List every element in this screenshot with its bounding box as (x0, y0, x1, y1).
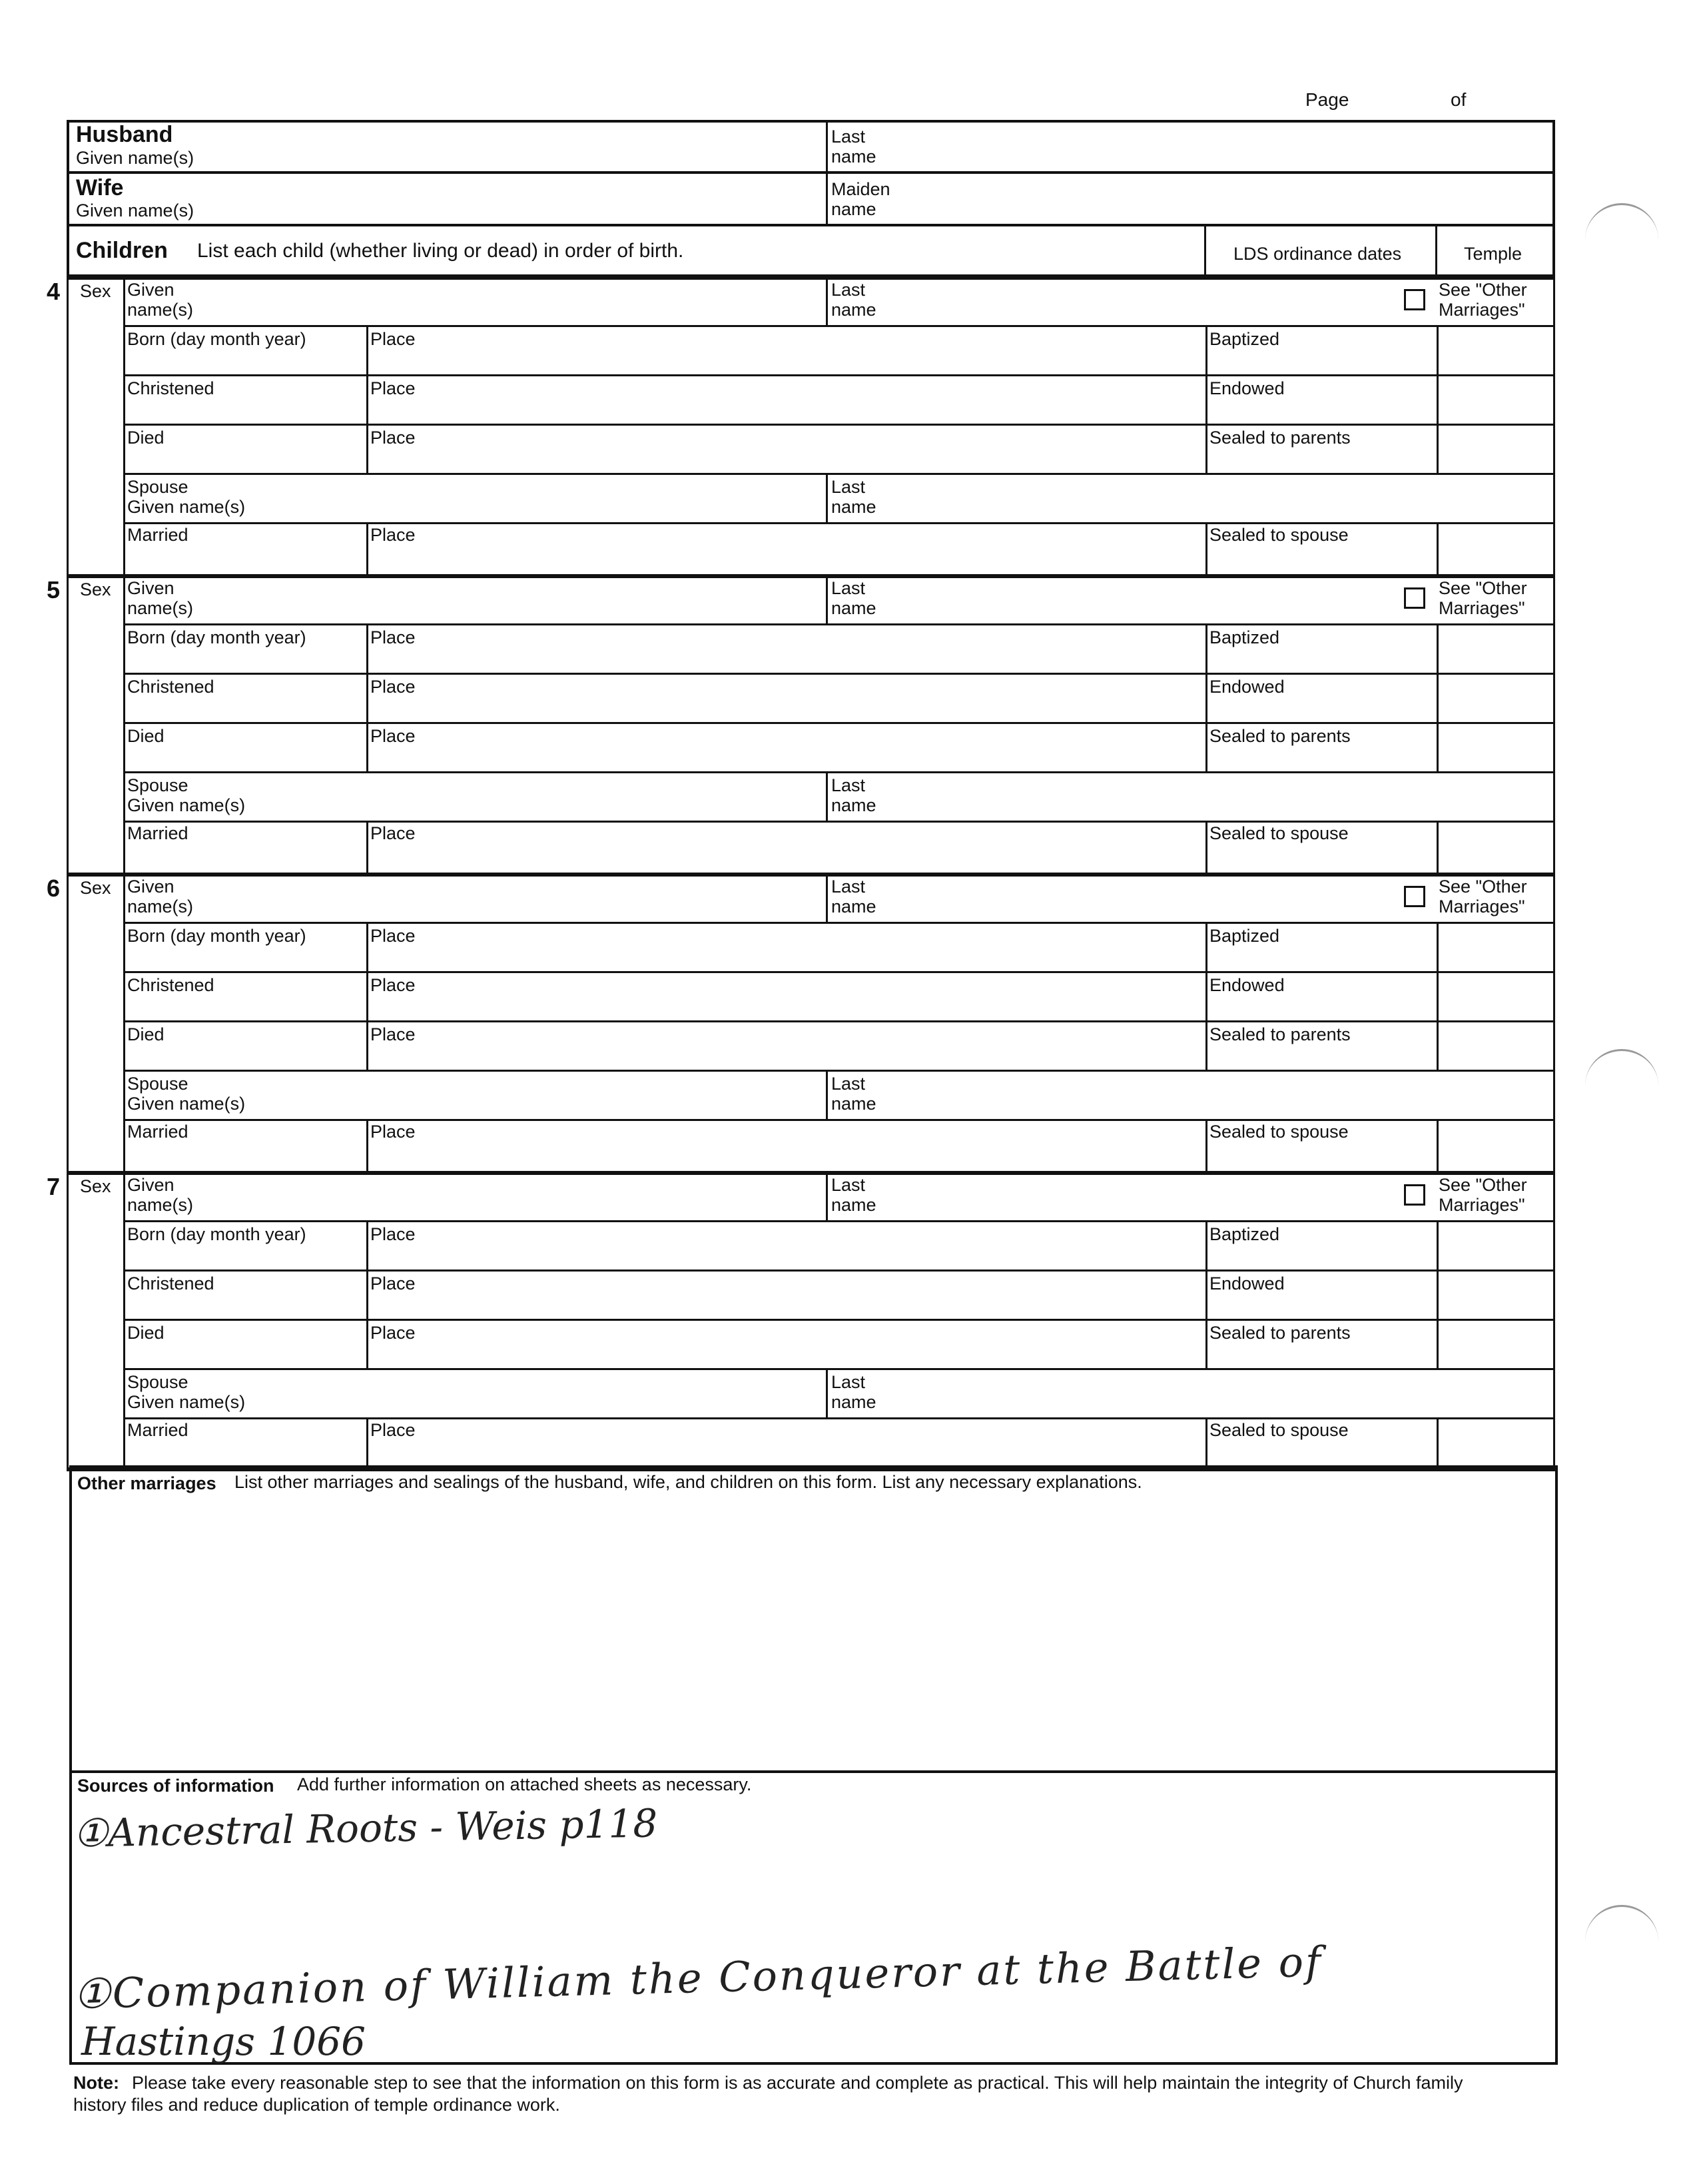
child-4-spouse-last-field[interactable] (899, 477, 1548, 520)
husband-title: Husband (76, 122, 173, 147)
child-6-given-label: Given name(s) (127, 877, 194, 916)
child-5-given-label: Given name(s) (127, 578, 194, 618)
child-7-spouse-last-label: Last name (831, 1372, 876, 1412)
husband-given-field[interactable] (280, 124, 813, 168)
child-7-sex-field[interactable] (69, 1198, 120, 1220)
handwritten-source-2: ①Companion of William the Conqueror at the Battle of (73, 1937, 1323, 2019)
child-4-spouse-last-label: Last name (831, 477, 876, 517)
child-6-christened-place-field[interactable] (370, 995, 1201, 1018)
child-6-born-date-field[interactable] (127, 946, 362, 968)
child-5-spouse-last-field[interactable] (899, 775, 1548, 818)
child-4-married-place-label: Place (370, 525, 416, 545)
of-label: of (1451, 89, 1467, 110)
child-5-sealed-spouse-date-field[interactable] (1209, 843, 1433, 869)
child-4-last-label: Last name (831, 280, 876, 320)
child-6-spouse-given-field[interactable] (290, 1074, 819, 1116)
children-title: Children (76, 238, 168, 263)
child-5-sealed-parents-label: Sealed to parents (1209, 726, 1351, 746)
child-5-died-label: Died (127, 726, 165, 746)
child-5-see-other-label: See "Other Marriages" (1439, 578, 1527, 618)
handwritten-source-3: Hastings 1066 (81, 2019, 366, 2064)
child-6-born-place-label: Place (370, 926, 416, 946)
handwritten-source-1: ①Ancestral Roots - Weis p118 (73, 1800, 658, 1856)
child-4-endowed-label: Endowed (1209, 378, 1285, 398)
child-5-endowed-temple-field[interactable] (1441, 677, 1550, 718)
child-7-other-marriages-checkbox[interactable] (1404, 1184, 1425, 1206)
child-6-number: 6 (47, 875, 61, 902)
child-4-spouse-label: Spouse Given name(s) (127, 477, 246, 517)
child-5-spouse-last-label: Last name (831, 775, 876, 815)
child-5-other-marriages-checkbox[interactable] (1404, 587, 1425, 609)
child-4-baptized-temple-field[interactable] (1441, 329, 1550, 370)
note-label: Note: (73, 2073, 119, 2093)
wife-given-label: Given name(s) (76, 200, 194, 220)
child-4-christened-label: Christened (127, 378, 214, 398)
child-5-married-place-label: Place (370, 823, 416, 843)
child-6-died-place-field[interactable] (370, 1044, 1201, 1067)
child-5-sealed-parents-date-field[interactable] (1209, 746, 1433, 769)
child-4-given-label: Given name(s) (127, 280, 194, 320)
child-7-christened-place-field[interactable] (370, 1293, 1201, 1316)
child-4-died-date-field[interactable] (127, 448, 362, 470)
child-5-sealed-parents-temple-field[interactable] (1441, 726, 1550, 767)
child-7-spouse-last-field[interactable] (899, 1372, 1548, 1415)
husband-last-label: Last name (831, 127, 876, 167)
child-4-sealed-parents-temple-field[interactable] (1441, 428, 1550, 469)
child-6-born-place-field[interactable] (370, 946, 1201, 968)
other-marriages-field[interactable] (77, 1499, 1549, 1765)
child-4-died-label: Died (127, 428, 165, 448)
child-4-died-place-field[interactable] (370, 448, 1201, 470)
child-4-christened-place-label: Place (370, 378, 416, 398)
child-5-christened-date-field[interactable] (127, 697, 362, 719)
child-5-married-place-field[interactable] (370, 843, 1201, 869)
wife-maiden-label: Maiden name (831, 179, 890, 219)
child-5-sex-label: Sex (80, 579, 111, 599)
husband-given-label: Given name(s) (76, 148, 194, 168)
child-4-born-label: Born (day month year) (127, 329, 306, 349)
child-6-born-label: Born (day month year) (127, 926, 306, 946)
child-4-endowed-date-field[interactable] (1209, 398, 1433, 421)
child-5-given-field[interactable] (230, 578, 819, 621)
child-6-married-date-field[interactable] (127, 1142, 362, 1167)
child-4-married-place-field[interactable] (370, 545, 1201, 570)
child-4-sex-field[interactable] (69, 302, 120, 325)
child-6-christened-label: Christened (127, 975, 214, 995)
child-7-spouse-given-field[interactable] (290, 1372, 819, 1415)
child-6-married-label: Married (127, 1122, 188, 1142)
temple-label: Temple (1464, 244, 1523, 264)
child-7-number: 7 (47, 1173, 61, 1200)
child-5-christened-label: Christened (127, 677, 214, 697)
child-4-married-label: Married (127, 525, 188, 545)
child-6-last-field[interactable] (899, 877, 1392, 919)
child-5-sealed-spouse-label: Sealed to spouse (1209, 823, 1349, 843)
child-7-given-field[interactable] (230, 1175, 819, 1218)
child-7-born-place-field[interactable] (370, 1244, 1201, 1267)
child-5-sex-field[interactable] (69, 601, 120, 623)
page-label: Page (1305, 89, 1349, 110)
child-6-last-label: Last name (831, 877, 876, 916)
child-6-died-place-label: Place (370, 1024, 416, 1044)
child-4-spouse-given-field[interactable] (290, 477, 819, 520)
child-7-baptized-label: Baptized (1209, 1224, 1280, 1244)
child-7-baptized-date-field[interactable] (1209, 1244, 1433, 1267)
child-6-sealed-spouse-date-field[interactable] (1209, 1142, 1433, 1167)
child-5-number: 5 (47, 576, 61, 603)
child-5-spouse-label: Spouse Given name(s) (127, 775, 246, 815)
child-5-christened-place-label: Place (370, 677, 416, 697)
punch-mark (1585, 1905, 1658, 1947)
child-7-sealed-spouse-label: Sealed to spouse (1209, 1420, 1349, 1440)
child-7-given-label: Given name(s) (127, 1175, 194, 1215)
child-4-given-field[interactable] (230, 280, 819, 322)
child-7-sealed-spouse-date-field[interactable] (1209, 1440, 1433, 1465)
punch-mark (1585, 203, 1658, 245)
child-4-baptized-date-field[interactable] (1209, 349, 1433, 372)
child-7-died-label: Died (127, 1323, 165, 1343)
child-5-married-label: Married (127, 823, 188, 843)
children-instruction: List each child (whether living or dead) in order of birth. (197, 240, 684, 262)
child-4-christened-date-field[interactable] (127, 398, 362, 421)
child-6-spouse-last-label: Last name (831, 1074, 876, 1114)
child-4-died-place-label: Place (370, 428, 416, 448)
child-5-born-place-label: Place (370, 627, 416, 647)
child-7-married-date-field[interactable] (127, 1440, 362, 1465)
child-7-endowed-temple-field[interactable] (1441, 1274, 1550, 1315)
child-6-given-field[interactable] (230, 877, 819, 919)
child-4-sealed-parents-label: Sealed to parents (1209, 428, 1351, 448)
child-7-born-label: Born (day month year) (127, 1224, 306, 1244)
other-marriages-title: Other marriages (77, 1473, 216, 1493)
child-5-baptized-temple-field[interactable] (1441, 627, 1550, 669)
child-4-sealed-spouse-label: Sealed to spouse (1209, 525, 1349, 545)
child-7-born-place-label: Place (370, 1224, 416, 1244)
child-4-married-date-field[interactable] (127, 545, 362, 570)
child-6-spouse-label: Spouse Given name(s) (127, 1074, 246, 1114)
child-4-last-field[interactable] (899, 280, 1392, 322)
child-4-sealed-parents-date-field[interactable] (1209, 448, 1433, 470)
note-text-line2: history files and reduce duplication of temple ordinance work. (73, 2095, 560, 2115)
child-5-last-field[interactable] (899, 578, 1392, 621)
lds-ordinance-label: LDS ordinance dates (1233, 244, 1402, 264)
child-7-sealed-parents-date-field[interactable] (1209, 1343, 1433, 1365)
child-7-married-place-field[interactable] (370, 1440, 1201, 1465)
child-7-endowed-label: Endowed (1209, 1274, 1285, 1293)
child-7-baptized-temple-field[interactable] (1441, 1224, 1550, 1266)
child-5-died-place-field[interactable] (370, 746, 1201, 769)
child-6-baptized-label: Baptized (1209, 926, 1280, 946)
child-6-baptized-date-field[interactable] (1209, 946, 1433, 968)
child-7-see-other-label: See "Other Marriages" (1439, 1175, 1527, 1215)
child-7-last-field[interactable] (899, 1175, 1392, 1218)
child-5-born-date-field[interactable] (127, 647, 362, 670)
punch-mark (1585, 1049, 1658, 1091)
child-6-sex-field[interactable] (69, 899, 120, 922)
child-5-spouse-given-field[interactable] (290, 775, 819, 818)
child-6-endowed-date-field[interactable] (1209, 995, 1433, 1018)
child-4-endowed-temple-field[interactable] (1441, 378, 1550, 420)
child-7-sealed-parents-temple-field[interactable] (1441, 1323, 1550, 1364)
child-7-christened-label: Christened (127, 1274, 214, 1293)
child-6-sex-label: Sex (80, 878, 111, 898)
child-7-died-place-field[interactable] (370, 1343, 1201, 1365)
child-7-sealed-spouse-temple-field[interactable] (1441, 1421, 1550, 1464)
child-6-endowed-temple-field[interactable] (1441, 975, 1550, 1016)
wife-title: Wife (76, 175, 124, 200)
child-6-sealed-parents-temple-field[interactable] (1441, 1024, 1550, 1066)
child-6-sealed-spouse-temple-field[interactable] (1441, 1123, 1550, 1166)
child-6-died-label: Died (127, 1024, 165, 1044)
child-4-sealed-spouse-date-field[interactable] (1209, 545, 1433, 570)
child-6-died-date-field[interactable] (127, 1044, 362, 1067)
child-6-sealed-parents-label: Sealed to parents (1209, 1024, 1351, 1044)
wife-given-field[interactable] (280, 176, 813, 222)
child-5-died-place-label: Place (370, 726, 416, 746)
child-4-baptized-label: Baptized (1209, 329, 1280, 349)
child-5-sealed-spouse-temple-field[interactable] (1441, 825, 1550, 867)
child-5-christened-place-field[interactable] (370, 697, 1201, 719)
child-7-married-label: Married (127, 1420, 188, 1440)
child-5-endowed-label: Endowed (1209, 677, 1285, 697)
child-4-born-date-field[interactable] (127, 349, 362, 372)
child-5-born-place-field[interactable] (370, 647, 1201, 670)
child-7-married-place-label: Place (370, 1420, 416, 1440)
child-6-sealed-spouse-label: Sealed to spouse (1209, 1122, 1349, 1142)
child-6-married-place-label: Place (370, 1122, 416, 1142)
sources-title: Sources of information (77, 1776, 274, 1796)
child-4-sex-label: Sex (80, 281, 111, 301)
child-4-born-place-label: Place (370, 329, 416, 349)
child-7-died-place-label: Place (370, 1323, 416, 1343)
child-5-born-label: Born (day month year) (127, 627, 306, 647)
child-7-died-date-field[interactable] (127, 1343, 362, 1365)
child-6-christened-date-field[interactable] (127, 995, 362, 1018)
child-6-spouse-last-field[interactable] (899, 1074, 1548, 1116)
child-4-see-other-label: See "Other Marriages" (1439, 280, 1527, 320)
child-6-endowed-label: Endowed (1209, 975, 1285, 995)
child-6-sealed-parents-date-field[interactable] (1209, 1044, 1433, 1067)
husband-last-field[interactable] (906, 124, 1545, 168)
child-7-christened-place-label: Place (370, 1274, 416, 1293)
child-4-christened-place-field[interactable] (370, 398, 1201, 421)
child-4-sealed-spouse-temple-field[interactable] (1441, 526, 1550, 569)
child-5-baptized-label: Baptized (1209, 627, 1280, 647)
child-7-sealed-parents-label: Sealed to parents (1209, 1323, 1351, 1343)
child-7-christened-date-field[interactable] (127, 1293, 362, 1316)
child-5-last-label: Last name (831, 578, 876, 618)
child-4-number: 4 (47, 278, 61, 305)
sources-instruction: Add further information on attached sheets as necessary. (297, 1774, 752, 1794)
child-7-spouse-label: Spouse Given name(s) (127, 1372, 246, 1412)
child-5-married-date-field[interactable] (127, 843, 362, 869)
wife-maiden-field[interactable] (906, 176, 1545, 222)
other-marriages-instruction: List other marriages and sealings of the husband, wife, and children on this form. List any necessary explanations. (234, 1472, 1142, 1492)
child-6-baptized-temple-field[interactable] (1441, 926, 1550, 967)
child-6-christened-place-label: Place (370, 975, 416, 995)
child-7-endowed-date-field[interactable] (1209, 1293, 1433, 1316)
child-6-other-marriages-checkbox[interactable] (1404, 886, 1425, 907)
note-text: Please take every reasonable step to see that the information on this form is as accurate and complete as practical. This will help maintain the integrity of Church family (132, 2073, 1463, 2093)
child-5-died-date-field[interactable] (127, 746, 362, 769)
child-4-born-place-field[interactable] (370, 349, 1201, 372)
child-4-other-marriages-checkbox[interactable] (1404, 289, 1425, 310)
child-6-married-place-field[interactable] (370, 1142, 1201, 1167)
child-7-sex-label: Sex (80, 1176, 111, 1196)
child-5-endowed-date-field[interactable] (1209, 697, 1433, 719)
child-5-baptized-date-field[interactable] (1209, 647, 1433, 670)
child-6-see-other-label: See "Other Marriages" (1439, 877, 1527, 916)
child-7-born-date-field[interactable] (127, 1244, 362, 1267)
child-7-last-label: Last name (831, 1175, 876, 1215)
